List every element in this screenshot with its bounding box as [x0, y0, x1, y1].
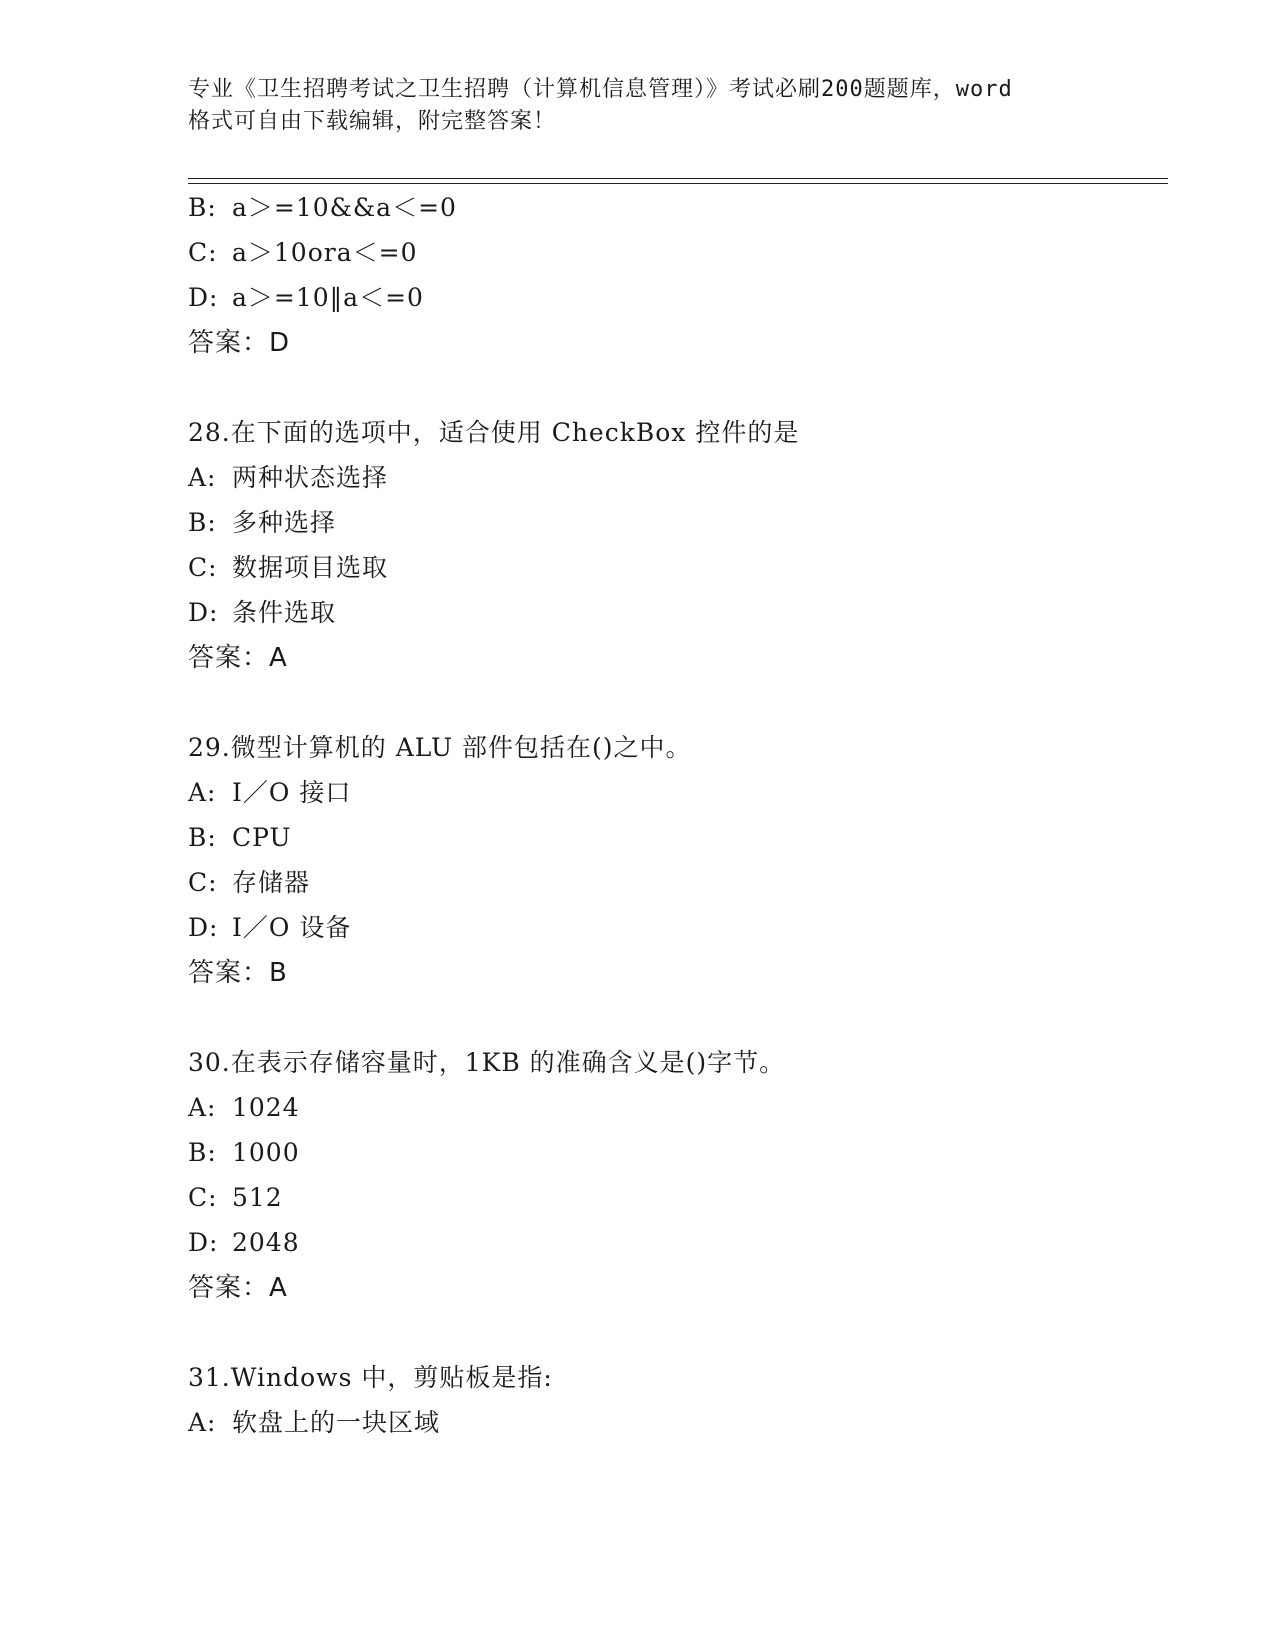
q30-option-a: A: 1024 [188, 1093, 300, 1122]
q30-answer: 答案：A [188, 1273, 288, 1303]
document-header [188, 74, 1088, 138]
q30-option-d: D: 2048 [188, 1228, 300, 1257]
q29-option-a: A: I／O 接口 [188, 778, 352, 807]
header-divider-bottom [188, 183, 1168, 184]
q30-stem: 30.在表示存储容量时，1KB 的准确含义是()字节。 [188, 1048, 786, 1077]
q31-option-a: A: 软盘上的一块区域 [188, 1408, 441, 1437]
header-divider-top [188, 178, 1168, 179]
q27-option-c: C: a＞10ora＜=0 [188, 238, 418, 267]
q27-option-b: B: a＞=10&&a＜=0 [188, 193, 457, 222]
q29-answer: 答案：B [188, 958, 288, 988]
q28-option-a: A: 两种状态选择 [188, 463, 389, 492]
q29-option-b: B: CPU [188, 823, 292, 852]
q29-stem: 29.微型计算机的 ALU 部件包括在()之中。 [188, 733, 692, 762]
q27-answer: 答案：D [188, 328, 291, 358]
header-line-1: 专业《卫生招聘考试之卫生招聘（计算机信息管理）》考试必刷200题题库，word [188, 77, 1013, 102]
q28-option-c: C: 数据项目选取 [188, 553, 389, 582]
q29-option-d: D: I／O 设备 [188, 913, 352, 942]
q30-option-b: B: 1000 [188, 1138, 300, 1167]
q28-stem: 28.在下面的选项中，适合使用 CheckBox 控件的是 [188, 418, 800, 447]
q27-option-d: D: a＞=10‖a＜=0 [188, 283, 424, 312]
q31-stem: 31.Windows 中，剪贴板是指: [188, 1363, 553, 1392]
header-line-2: 格式可自由下载编辑，附完整答案！ [188, 109, 557, 134]
q29-option-c: C: 存储器 [188, 868, 311, 897]
q28-option-d: D: 条件选取 [188, 598, 337, 627]
q28-option-b: B: 多种选择 [188, 508, 337, 537]
q30-option-c: C: 512 [188, 1183, 283, 1212]
q28-answer: 答案：A [188, 643, 288, 673]
